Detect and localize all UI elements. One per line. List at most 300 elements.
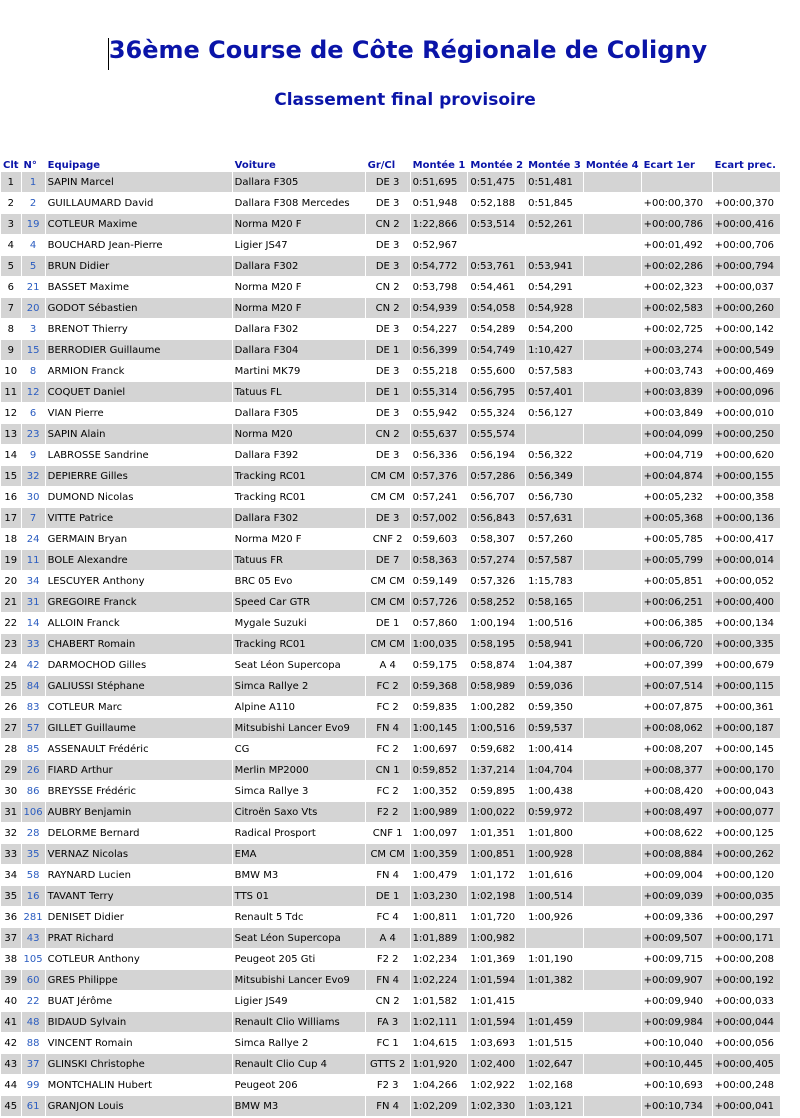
table-row	[1, 424, 780, 444]
cell-group-class: GTTS 2	[366, 1054, 410, 1074]
cell-clt: 35	[1, 886, 21, 906]
cell-ecart-prec: +00:00,248	[713, 1075, 780, 1095]
cell-equipage: COTLEUR Marc	[46, 697, 232, 717]
table-row	[1, 991, 780, 1011]
cell-montee-4	[584, 781, 641, 801]
cell-equipage: BIDAUD Sylvain	[46, 1012, 232, 1032]
cell-montee-3: 0:56,730	[526, 487, 583, 507]
cell-equipage: BERRODIER Guillaume	[46, 340, 232, 360]
cell-number[interactable]: 5	[22, 256, 45, 276]
cell-equipage: GODOT Sébastien	[46, 298, 232, 318]
cell-montee-1: 0:51,695	[411, 172, 468, 192]
cell-ecart-1er: +00:02,583	[642, 298, 712, 318]
cell-number[interactable]: 88	[22, 1033, 45, 1053]
cell-montee-4	[584, 613, 641, 633]
header-montee-3: Montée 3	[526, 154, 583, 171]
header-clt: Clt	[1, 154, 21, 171]
cell-voiture: Peugeot 205 Gti	[233, 949, 365, 969]
cell-montee-1: 0:57,726	[411, 592, 468, 612]
cell-montee-1: 0:57,241	[411, 487, 468, 507]
cell-number[interactable]: 30	[22, 487, 45, 507]
cell-number[interactable]: 83	[22, 697, 45, 717]
cell-clt: 22	[1, 613, 21, 633]
cell-ecart-prec: +00:00,260	[713, 298, 780, 318]
cell-montee-2: 0:54,749	[468, 340, 525, 360]
table-row	[1, 571, 780, 591]
cell-number[interactable]: 99	[22, 1075, 45, 1095]
table-row	[1, 613, 780, 633]
cell-ecart-prec: +00:00,192	[713, 970, 780, 990]
cell-montee-1: 0:59,149	[411, 571, 468, 591]
table-row	[1, 802, 780, 822]
cell-clt: 14	[1, 445, 21, 465]
cell-voiture: Norma M20 F	[233, 298, 365, 318]
cell-group-class: DE 3	[366, 193, 410, 213]
cell-montee-2: 1:02,330	[468, 1096, 525, 1116]
cell-clt: 3	[1, 214, 21, 234]
cell-montee-2: 1:01,594	[468, 1012, 525, 1032]
cell-montee-1: 1:00,811	[411, 907, 468, 927]
cell-montee-2: 1:02,400	[468, 1054, 525, 1074]
table-row	[1, 1012, 780, 1032]
cell-montee-3: 1:03,121	[526, 1096, 583, 1116]
cell-number[interactable]: 42	[22, 655, 45, 675]
cell-montee-1: 1:02,209	[411, 1096, 468, 1116]
cell-voiture: Tatuus FR	[233, 550, 365, 570]
cell-equipage: SAPIN Marcel	[46, 172, 232, 192]
cell-ecart-1er: +00:05,368	[642, 508, 712, 528]
cell-montee-2: 1:00,516	[468, 718, 525, 738]
cell-clt: 9	[1, 340, 21, 360]
cell-number[interactable]: 14	[22, 613, 45, 633]
table-row	[1, 172, 780, 192]
cell-clt: 32	[1, 823, 21, 843]
cell-ecart-1er: +00:08,062	[642, 718, 712, 738]
cell-equipage: BUAT Jérôme	[46, 991, 232, 1011]
cell-ecart-1er: +00:09,907	[642, 970, 712, 990]
cell-montee-1: 0:56,399	[411, 340, 468, 360]
cell-ecart-prec: +00:00,549	[713, 340, 780, 360]
table-row	[1, 340, 780, 360]
cell-clt: 42	[1, 1033, 21, 1053]
cell-ecart-prec: +00:00,416	[713, 214, 780, 234]
cell-montee-2: 0:56,707	[468, 487, 525, 507]
cell-number[interactable]: 19	[22, 214, 45, 234]
cell-montee-1: 1:00,359	[411, 844, 468, 864]
cell-number[interactable]: 33	[22, 634, 45, 654]
cell-montee-1: 0:57,860	[411, 613, 468, 633]
cell-voiture: Renault 5 Tdc	[233, 907, 365, 927]
cell-ecart-1er: +00:05,851	[642, 571, 712, 591]
cell-number[interactable]: 4	[22, 235, 45, 255]
cell-montee-1: 0:59,835	[411, 697, 468, 717]
cell-montee-1: 0:57,376	[411, 466, 468, 486]
cell-ecart-prec: +00:00,155	[713, 466, 780, 486]
cell-montee-1: 0:59,603	[411, 529, 468, 549]
cell-montee-3: 1:04,387	[526, 655, 583, 675]
cell-equipage: COQUET Daniel	[46, 382, 232, 402]
cell-ecart-prec: +00:00,170	[713, 760, 780, 780]
cell-equipage: BOLE Alexandre	[46, 550, 232, 570]
cell-equipage: VERNAZ Nicolas	[46, 844, 232, 864]
cell-number[interactable]: 28	[22, 823, 45, 843]
cell-voiture: Mitsubishi Lancer Evo9	[233, 718, 365, 738]
cell-clt: 19	[1, 550, 21, 570]
table-row	[1, 634, 780, 654]
table-row	[1, 529, 780, 549]
cell-equipage: ASSENAULT Frédéric	[46, 739, 232, 759]
table-row	[1, 1054, 780, 1074]
cell-montee-2: 1:00,282	[468, 697, 525, 717]
header-number: N°	[22, 154, 45, 171]
cell-group-class: DE 3	[366, 508, 410, 528]
cell-clt: 28	[1, 739, 21, 759]
cell-clt: 4	[1, 235, 21, 255]
cell-montee-3: 0:58,941	[526, 634, 583, 654]
cell-ecart-1er: +00:02,286	[642, 256, 712, 276]
cell-equipage: DELORME Bernard	[46, 823, 232, 843]
cell-equipage: GREGOIRE Franck	[46, 592, 232, 612]
cell-montee-3: 0:51,481	[526, 172, 583, 192]
table-row	[1, 739, 780, 759]
cell-ecart-1er: +00:01,492	[642, 235, 712, 255]
cell-montee-3: 1:01,800	[526, 823, 583, 843]
cell-clt: 24	[1, 655, 21, 675]
table-row	[1, 676, 780, 696]
cell-montee-4	[584, 907, 641, 927]
cell-number[interactable]: 84	[22, 676, 45, 696]
cell-montee-3: 1:01,459	[526, 1012, 583, 1032]
cell-montee-3: 0:57,260	[526, 529, 583, 549]
table-row	[1, 214, 780, 234]
cell-montee-1: 1:04,266	[411, 1075, 468, 1095]
cell-group-class: CN 1	[366, 760, 410, 780]
header-group-class: Gr/Cl	[366, 154, 410, 171]
cell-number[interactable]: 20	[22, 298, 45, 318]
cell-clt: 12	[1, 403, 21, 423]
cell-ecart-1er: +00:04,099	[642, 424, 712, 444]
cell-group-class: CN 2	[366, 991, 410, 1011]
cell-clt: 33	[1, 844, 21, 864]
table-row	[1, 823, 780, 843]
cell-montee-2: 0:56,194	[468, 445, 525, 465]
header-montee-4: Montée 4	[584, 154, 641, 171]
cell-number[interactable]: 7	[22, 508, 45, 528]
cell-clt: 29	[1, 760, 21, 780]
cell-voiture: Simca Rallye 2	[233, 676, 365, 696]
cell-montee-1: 0:55,218	[411, 361, 468, 381]
cell-montee-4	[584, 655, 641, 675]
cell-number[interactable]: 105	[22, 949, 45, 969]
cell-montee-3: 0:53,941	[526, 256, 583, 276]
cell-ecart-1er: +00:09,715	[642, 949, 712, 969]
page-title: 36ème Course de Côte Régionale de Coligny	[108, 36, 708, 64]
cell-ecart-prec: +00:00,794	[713, 256, 780, 276]
cell-number[interactable]: 86	[22, 781, 45, 801]
cell-voiture: BRC 05 Evo	[233, 571, 365, 591]
cell-equipage: COTLEUR Anthony	[46, 949, 232, 969]
cell-montee-4	[584, 634, 641, 654]
cell-group-class: FN 4	[366, 865, 410, 885]
cell-number[interactable]: 85	[22, 739, 45, 759]
cell-clt: 10	[1, 361, 21, 381]
cell-montee-1: 1:22,866	[411, 214, 468, 234]
cell-montee-2: 1:02,198	[468, 886, 525, 906]
cell-montee-2: 0:58,874	[468, 655, 525, 675]
cell-number[interactable]: 22	[22, 991, 45, 1011]
table-row	[1, 508, 780, 528]
cell-montee-3: 0:56,349	[526, 466, 583, 486]
cell-montee-4	[584, 445, 641, 465]
cell-montee-3: 0:54,200	[526, 319, 583, 339]
cell-montee-3: 1:00,514	[526, 886, 583, 906]
cell-ecart-prec: +00:00,035	[713, 886, 780, 906]
cell-ecart-1er: +00:00,370	[642, 193, 712, 213]
cell-equipage: BRUN Didier	[46, 256, 232, 276]
cell-montee-2: 0:51,475	[468, 172, 525, 192]
table-header-row	[1, 154, 780, 171]
cell-voiture: Dallara F302	[233, 508, 365, 528]
cell-ecart-1er: +00:06,385	[642, 613, 712, 633]
cell-number[interactable]: 16	[22, 886, 45, 906]
cell-montee-2: 0:53,761	[468, 256, 525, 276]
cell-montee-4	[584, 235, 641, 255]
cell-voiture: Seat Léon Supercopa	[233, 928, 365, 948]
cell-montee-2: 0:54,461	[468, 277, 525, 297]
cell-voiture: Citroën Saxo Vts	[233, 802, 365, 822]
cell-clt: 43	[1, 1054, 21, 1074]
cell-number[interactable]: 2	[22, 193, 45, 213]
cell-number[interactable]: 15	[22, 340, 45, 360]
cell-group-class: FN 4	[366, 718, 410, 738]
cell-montee-3	[526, 928, 583, 948]
page-subtitle: Classement final provisoire	[274, 90, 536, 110]
cell-number[interactable]: 43	[22, 928, 45, 948]
cell-clt: 36	[1, 907, 21, 927]
cell-clt: 30	[1, 781, 21, 801]
cell-equipage: DENISET Didier	[46, 907, 232, 927]
cell-group-class: F2 3	[366, 1075, 410, 1095]
cell-number[interactable]: 8	[22, 361, 45, 381]
cell-voiture: Dallara F305	[233, 172, 365, 192]
cell-montee-2: 0:56,795	[468, 382, 525, 402]
cell-ecart-prec: +00:00,056	[713, 1033, 780, 1053]
cell-number[interactable]: 26	[22, 760, 45, 780]
cell-number[interactable]: 1	[22, 172, 45, 192]
cell-number[interactable]: 21	[22, 277, 45, 297]
header-montee-2: Montée 2	[468, 154, 525, 171]
cell-montee-2: 1:37,214	[468, 760, 525, 780]
cell-voiture: Ligier JS49	[233, 991, 365, 1011]
cell-montee-3: 1:01,190	[526, 949, 583, 969]
cell-number[interactable]: 23	[22, 424, 45, 444]
cell-voiture: Dallara F304	[233, 340, 365, 360]
cell-group-class: DE 1	[366, 340, 410, 360]
cell-ecart-prec: +00:00,208	[713, 949, 780, 969]
table-row	[1, 403, 780, 423]
cell-number[interactable]: 9	[22, 445, 45, 465]
cell-ecart-1er: +00:03,274	[642, 340, 712, 360]
cell-ecart-1er: +00:08,884	[642, 844, 712, 864]
cell-number[interactable]: 61	[22, 1096, 45, 1116]
cell-number[interactable]: 24	[22, 529, 45, 549]
cell-montee-4	[584, 466, 641, 486]
cell-voiture: Dallara F302	[233, 319, 365, 339]
cell-voiture: Tracking RC01	[233, 466, 365, 486]
cell-voiture: EMA	[233, 844, 365, 864]
cell-number[interactable]: 58	[22, 865, 45, 885]
cell-montee-3: 1:00,414	[526, 739, 583, 759]
cell-montee-3: 0:57,401	[526, 382, 583, 402]
cell-group-class: CN 2	[366, 298, 410, 318]
cell-clt: 1	[1, 172, 21, 192]
cell-number[interactable]: 57	[22, 718, 45, 738]
table-row	[1, 760, 780, 780]
cell-ecart-1er: +00:08,377	[642, 760, 712, 780]
cell-voiture: Renault Clio Cup 4	[233, 1054, 365, 1074]
cell-voiture: Alpine A110	[233, 697, 365, 717]
cell-voiture: Renault Clio Williams	[233, 1012, 365, 1032]
cell-number[interactable]: 3	[22, 319, 45, 339]
cell-ecart-prec: +00:00,679	[713, 655, 780, 675]
cell-ecart-prec: +00:00,335	[713, 634, 780, 654]
cell-equipage: VINCENT Romain	[46, 1033, 232, 1053]
cell-montee-4	[584, 550, 641, 570]
cell-ecart-1er: +00:10,040	[642, 1033, 712, 1053]
cell-montee-4	[584, 865, 641, 885]
cell-montee-2: 0:59,682	[468, 739, 525, 759]
cell-montee-2: 0:58,252	[468, 592, 525, 612]
table-row	[1, 319, 780, 339]
cell-ecart-prec: +00:00,400	[713, 592, 780, 612]
cell-montee-4	[584, 256, 641, 276]
cell-clt: 21	[1, 592, 21, 612]
cell-group-class: DE 3	[366, 403, 410, 423]
cell-montee-4	[584, 193, 641, 213]
cell-montee-1: 1:00,989	[411, 802, 468, 822]
cell-equipage: TAVANT Terry	[46, 886, 232, 906]
cell-equipage: MONTCHALIN Hubert	[46, 1075, 232, 1095]
cell-ecart-prec: +00:00,262	[713, 844, 780, 864]
cell-number[interactable]: 31	[22, 592, 45, 612]
cell-equipage: ALLOIN Franck	[46, 613, 232, 633]
cell-equipage: FIARD Arthur	[46, 760, 232, 780]
cell-equipage: RAYNARD Lucien	[46, 865, 232, 885]
cell-number[interactable]: 12	[22, 382, 45, 402]
cell-clt: 13	[1, 424, 21, 444]
cell-montee-4	[584, 529, 641, 549]
cell-ecart-1er: +00:04,874	[642, 466, 712, 486]
cell-montee-3: 0:59,036	[526, 676, 583, 696]
cell-ecart-1er: +00:08,207	[642, 739, 712, 759]
cell-number[interactable]: 34	[22, 571, 45, 591]
cell-voiture: Mygale Suzuki	[233, 613, 365, 633]
cell-ecart-prec: +00:00,014	[713, 550, 780, 570]
results-body	[1, 172, 780, 1116]
cell-number[interactable]: 60	[22, 970, 45, 990]
cell-montee-1: 0:52,967	[411, 235, 468, 255]
table-row	[1, 886, 780, 906]
cell-ecart-prec: +00:00,417	[713, 529, 780, 549]
table-row	[1, 445, 780, 465]
cell-number[interactable]: 48	[22, 1012, 45, 1032]
cell-number[interactable]: 35	[22, 844, 45, 864]
cell-montee-2: 0:58,195	[468, 634, 525, 654]
cell-montee-2: 0:57,286	[468, 466, 525, 486]
cell-montee-2: 1:00,194	[468, 613, 525, 633]
cell-clt: 26	[1, 697, 21, 717]
cell-montee-4	[584, 949, 641, 969]
cell-ecart-1er: +00:06,251	[642, 592, 712, 612]
cell-number[interactable]: 6	[22, 403, 45, 423]
cell-montee-3: 1:04,704	[526, 760, 583, 780]
table-row	[1, 466, 780, 486]
cell-montee-4	[584, 361, 641, 381]
cell-montee-3: 1:15,783	[526, 571, 583, 591]
table-row	[1, 1033, 780, 1053]
cell-montee-2: 1:03,693	[468, 1033, 525, 1053]
cell-group-class: CN 2	[366, 214, 410, 234]
table-row	[1, 256, 780, 276]
cell-ecart-prec: +00:00,115	[713, 676, 780, 696]
cell-montee-1: 0:54,939	[411, 298, 468, 318]
cell-clt: 25	[1, 676, 21, 696]
cell-number[interactable]: 11	[22, 550, 45, 570]
cell-montee-3: 0:52,261	[526, 214, 583, 234]
cell-number[interactable]: 32	[22, 466, 45, 486]
cell-group-class: FN 4	[366, 1096, 410, 1116]
cell-ecart-1er: +00:08,622	[642, 823, 712, 843]
cell-montee-2: 0:54,289	[468, 319, 525, 339]
cell-ecart-1er: +00:03,743	[642, 361, 712, 381]
cell-clt: 34	[1, 865, 21, 885]
cell-group-class: DE 3	[366, 172, 410, 192]
cell-montee-2: 0:56,843	[468, 508, 525, 528]
cell-montee-2: 0:54,058	[468, 298, 525, 318]
cell-group-class: CM CM	[366, 466, 410, 486]
table-row	[1, 928, 780, 948]
cell-ecart-1er: +00:03,839	[642, 382, 712, 402]
table-row	[1, 970, 780, 990]
cell-number[interactable]: 281	[22, 907, 45, 927]
table-row	[1, 193, 780, 213]
cell-montee-4	[584, 1012, 641, 1032]
cell-montee-4	[584, 718, 641, 738]
cell-montee-2: 0:55,600	[468, 361, 525, 381]
cell-montee-1: 0:55,942	[411, 403, 468, 423]
cell-group-class: DE 7	[366, 550, 410, 570]
cell-voiture: Norma M20 F	[233, 529, 365, 549]
cell-montee-4	[584, 844, 641, 864]
cell-equipage: AUBRY Benjamin	[46, 802, 232, 822]
cell-ecart-prec	[713, 172, 780, 192]
cell-montee-2: 1:02,922	[468, 1075, 525, 1095]
cell-number[interactable]: 106	[22, 802, 45, 822]
table-row	[1, 844, 780, 864]
cell-voiture: Tracking RC01	[233, 487, 365, 507]
cell-montee-1: 1:03,230	[411, 886, 468, 906]
cell-number[interactable]: 37	[22, 1054, 45, 1074]
cell-voiture: Seat Léon Supercopa	[233, 655, 365, 675]
cell-montee-3: 0:59,537	[526, 718, 583, 738]
cell-voiture: Peugeot 206	[233, 1075, 365, 1095]
cell-ecart-1er: +00:04,719	[642, 445, 712, 465]
cell-ecart-1er: +00:07,875	[642, 697, 712, 717]
cell-group-class: CN 2	[366, 424, 410, 444]
cell-voiture: Dallara F308 Mercedes	[233, 193, 365, 213]
cell-ecart-1er: +00:09,507	[642, 928, 712, 948]
cell-ecart-1er: +00:10,734	[642, 1096, 712, 1116]
